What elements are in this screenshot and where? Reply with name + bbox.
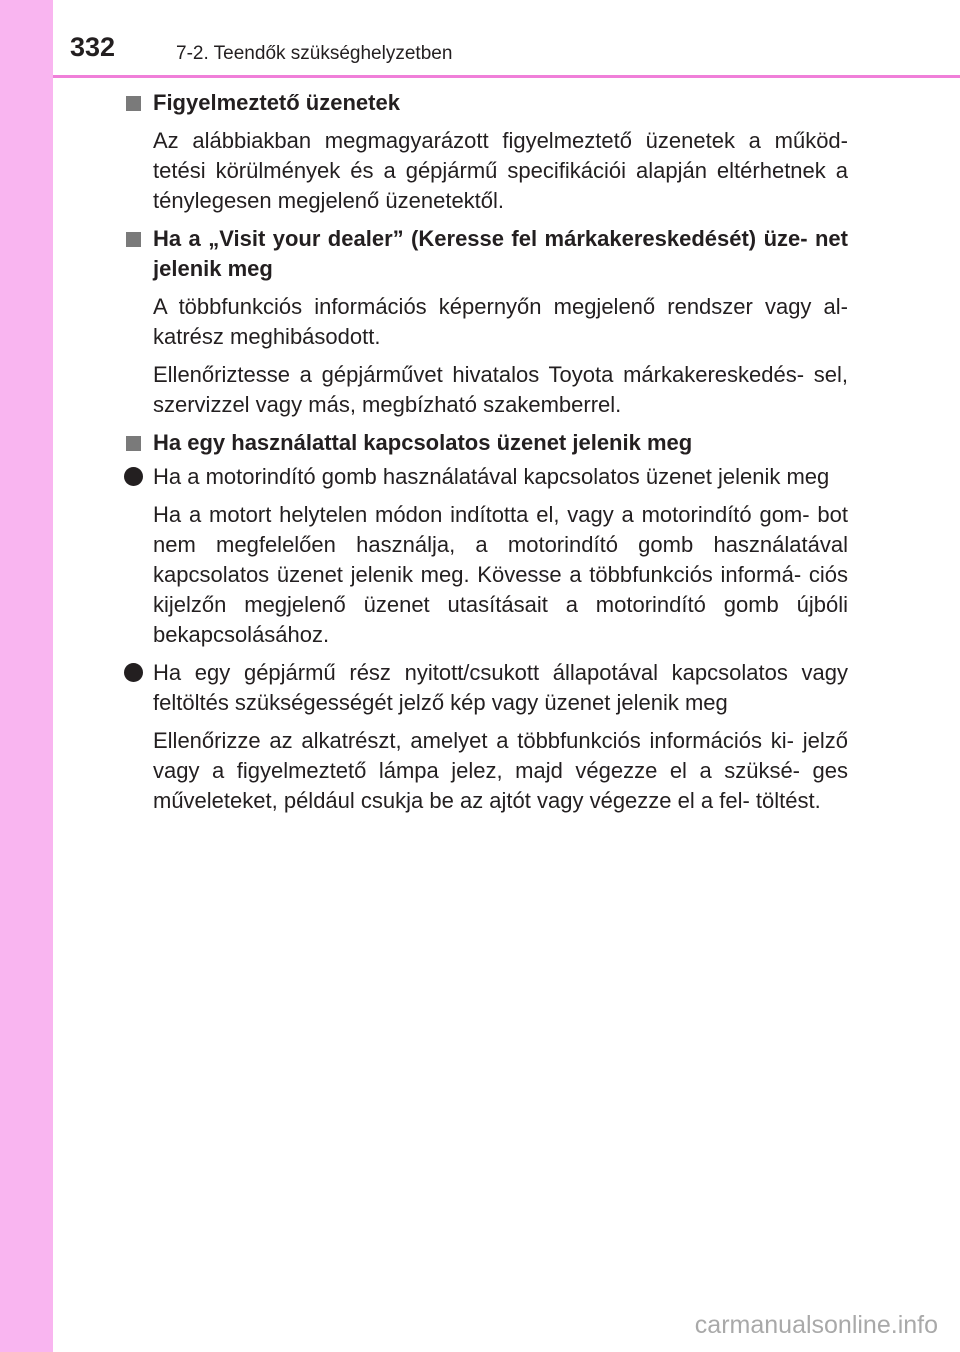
bullet-title: Ha egy gépjármű rész nyitott/csukott állapotával kapcsolatos vagy feltöltés szükségességét jelző kép vagy üzenet jelenik meg [153, 660, 848, 715]
bullet-dot-icon [124, 467, 143, 486]
section-heading: Ha a „Visit your dealer” (Keresse fel márkakereskedését) üze- net jelenik meg [153, 226, 848, 281]
section-marker-icon [126, 232, 141, 247]
section-heading: Ha egy használattal kapcsolatos üzenet jelenik meg [153, 430, 693, 455]
bullet-text: Ellenőrizze az alkatrészt, amelyet a többfunkciós információs ki- jelző vagy a figyelmeztető lámpa jelez, majd végezze el a szüksé- ges műveleteket, például csukja be az ajtót vagy végezze el a fel- töltést. [153, 728, 848, 813]
header-rule [53, 75, 960, 78]
bullet-item [120, 658, 848, 816]
page-number: 332 [70, 32, 116, 62]
section-warning-messages [120, 88, 848, 216]
section-paragraph: Az alábbiakban megmagyarázott figyelmeztető üzenetek a működ- tetési körülmények és a gépjármű specifikációi alapján eltérhetnek a ténylegesen megjelenő üzenetektől. [153, 128, 848, 213]
bullet-dot-icon [124, 663, 143, 682]
section-paragraph: A többfunkciós információs képernyőn megjelenő rendszer vagy al- katrész meghibásodott. [153, 294, 848, 349]
page-content [120, 88, 848, 824]
section-visit-dealer [120, 224, 848, 420]
watermark: carmanualsonline.info [694, 1311, 938, 1339]
side-color-band [0, 0, 53, 1352]
section-heading: Figyelmeztető üzenetek [153, 90, 400, 115]
section-marker-icon [126, 436, 141, 451]
bullet-text: Ha a motort helytelen módon indította el, vagy a motorindító gom- bot nem megfelelően használja, a motorindító gomb használatával kapcsolatos üzenet jelenik meg. Kövesse a többfunkciós informá- ciós kijelzőn megjelenő üzenet utasításait a motorindító gomb újbóli bekapcsolásához. [153, 502, 848, 647]
section-usage-message [120, 428, 848, 458]
section-title: 7-2. Teendők szükséghelyzetben [176, 43, 453, 64]
section-marker-icon [126, 96, 141, 111]
bullet-item [120, 462, 848, 650]
section-paragraph: Ellenőriztesse a gépjárművet hivatalos Toyota márkakereskedés- sel, szervizzel vagy más, megbízható szakemberrel. [153, 362, 848, 417]
bullet-title: Ha a motorindító gomb használatával kapcsolatos üzenet jelenik meg [153, 464, 830, 489]
